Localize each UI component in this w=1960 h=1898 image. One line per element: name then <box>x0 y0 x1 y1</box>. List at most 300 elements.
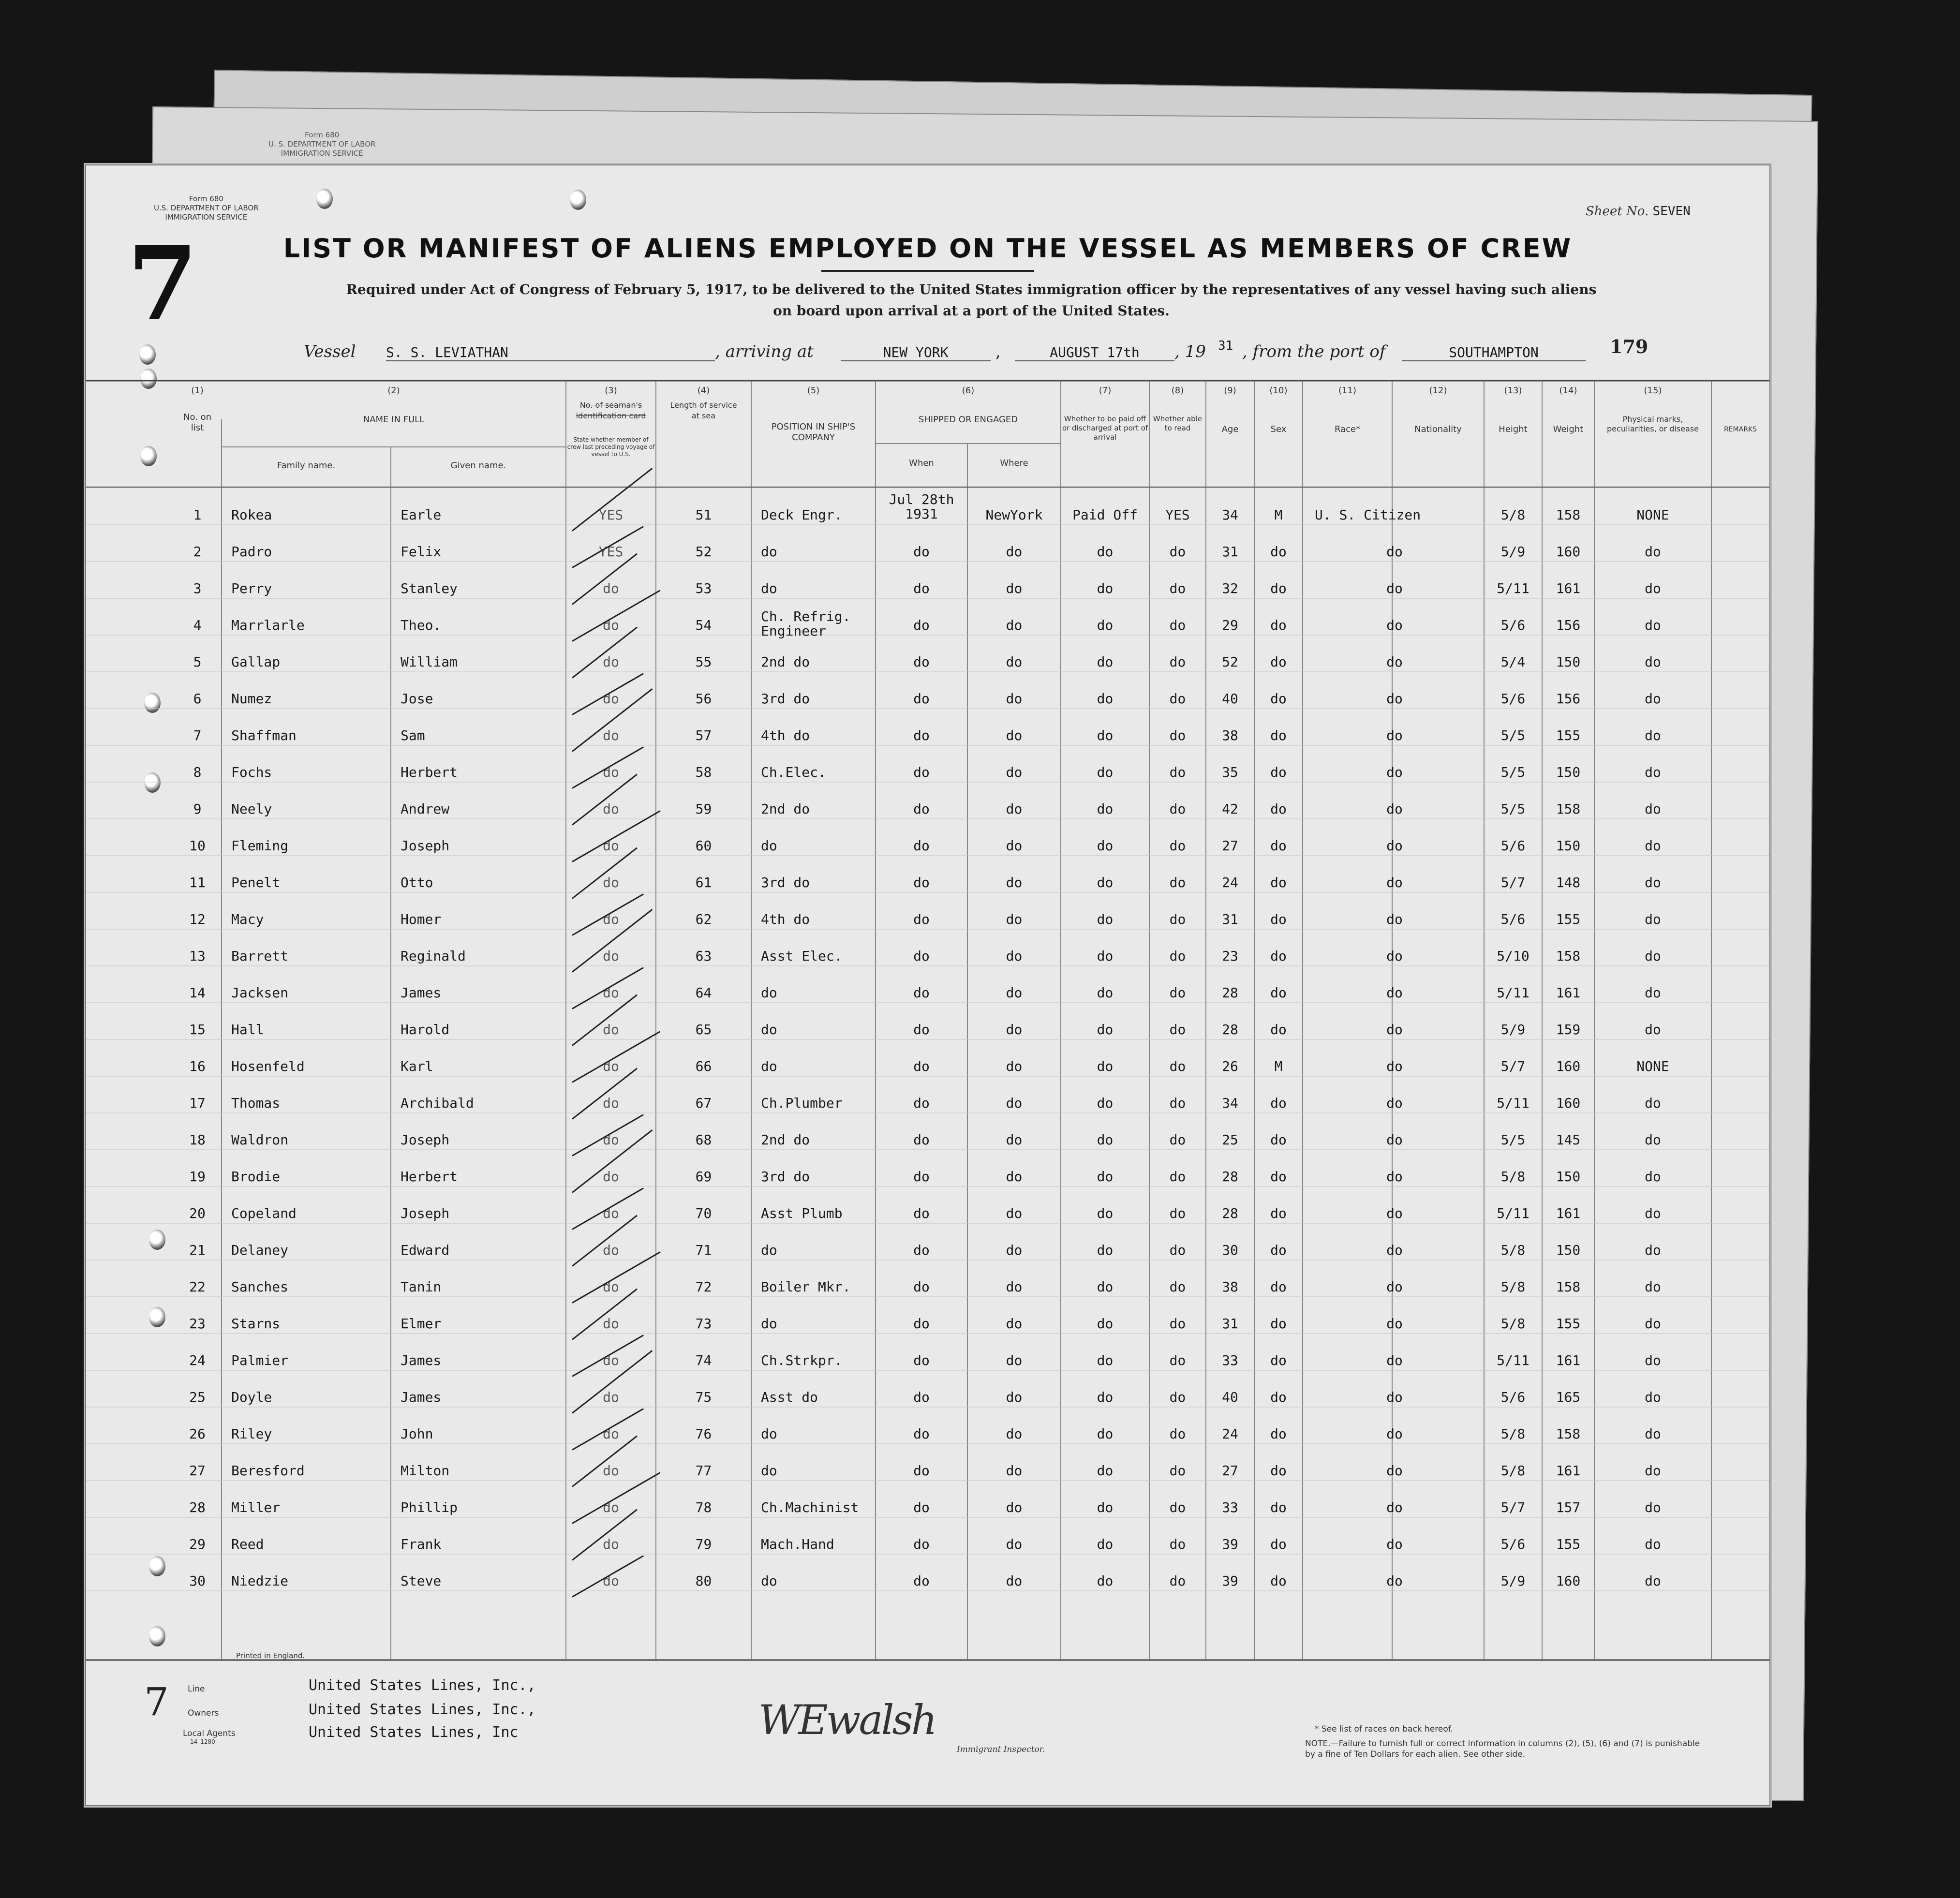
race-cell: do <box>1386 875 1403 890</box>
voyage-status-cell: YES <box>598 507 624 523</box>
col-14-number: (14) <box>1559 386 1577 396</box>
position-cell: do <box>761 1022 777 1038</box>
shipped-where-cell: do <box>1006 1095 1023 1111</box>
sex-cell: do <box>1270 1389 1287 1405</box>
age-cell: 24 <box>1222 1426 1238 1442</box>
family-name-cell: Brodie <box>231 1169 281 1185</box>
weight-cell: 145 <box>1556 1132 1581 1148</box>
height-cell: 5/8 <box>1500 1426 1526 1442</box>
weight-cell: 156 <box>1556 691 1581 707</box>
shipped-where-cell: do <box>1006 764 1023 780</box>
table-row <box>86 1345 1769 1381</box>
paid-off-cell: do <box>1097 727 1114 743</box>
punch-hole <box>316 189 333 209</box>
col-header-last-voyage: State whether member of crew last preceding voyage of vessel to U.S. <box>567 436 655 458</box>
row-number-cell: 1 <box>193 507 202 523</box>
shipped-where-cell: do <box>1006 654 1023 670</box>
age-cell: 35 <box>1222 764 1238 780</box>
height-cell: 5/8 <box>1500 1169 1526 1185</box>
age-cell: 31 <box>1222 544 1238 560</box>
sex-cell: do <box>1270 1279 1287 1295</box>
shipped-when-cell: Jul 28th <box>889 491 954 507</box>
age-cell: 28 <box>1222 985 1238 1001</box>
age-cell: 42 <box>1222 801 1238 817</box>
year-prefix: , 19 <box>1174 342 1206 361</box>
paid-off-cell: do <box>1097 875 1114 890</box>
shipped-where-cell: NewYork <box>985 507 1043 523</box>
paid-off-cell: do <box>1097 1095 1114 1111</box>
punch-hole <box>149 1626 165 1646</box>
row-number-cell: 20 <box>189 1205 206 1221</box>
shipped-where-cell: do <box>1006 1058 1023 1074</box>
voyage-status-cell: do <box>603 875 619 890</box>
weight-cell: 161 <box>1556 1205 1581 1221</box>
voyage-status-cell: do <box>603 617 619 633</box>
sex-cell: do <box>1270 911 1287 927</box>
weight-cell: 150 <box>1556 654 1581 670</box>
height-cell: 5/6 <box>1500 838 1526 854</box>
voyage-status-cell: do <box>603 654 619 670</box>
shipped-when-cell: do <box>913 1279 930 1295</box>
voyage-status-cell: do <box>603 1426 619 1442</box>
voyage-status-cell: do <box>603 1095 619 1111</box>
given-name-cell: William <box>401 654 458 670</box>
age-cell: 34 <box>1222 507 1238 523</box>
weight-cell: 161 <box>1556 985 1581 1001</box>
table-row <box>86 1418 1769 1455</box>
physical-marks-cell: do <box>1645 764 1661 780</box>
sex-cell: do <box>1270 1316 1287 1332</box>
given-name-cell: Phillip <box>401 1499 458 1515</box>
agents-code: 14–1280 <box>190 1738 215 1745</box>
service-length-cell: 66 <box>695 1058 712 1074</box>
given-name-cell: Harold <box>401 1022 450 1038</box>
sex-cell: do <box>1270 1499 1287 1515</box>
age-cell: 30 <box>1222 1242 1238 1258</box>
shipped-when-cell: do <box>913 838 930 854</box>
shipped-when-cell: do <box>913 1022 930 1038</box>
able-read-cell: YES <box>1165 507 1190 523</box>
given-name-cell: Joseph <box>401 838 450 854</box>
shipped-where-cell: do <box>1006 1536 1023 1552</box>
col-header-name: NAME IN FULL <box>363 415 425 425</box>
agents-value: United States Lines, Inc <box>309 1724 519 1741</box>
voyage-status-cell: do <box>603 838 619 854</box>
sex-cell: do <box>1270 1536 1287 1552</box>
shipped-when-cell: do <box>913 1426 930 1442</box>
service-length-cell: 71 <box>695 1242 712 1258</box>
arriving-label: , arriving at <box>715 342 814 361</box>
family-name-cell: Reed <box>231 1536 264 1552</box>
owners-value: United States Lines, Inc., <box>309 1701 536 1718</box>
table-row <box>86 1014 1769 1051</box>
shipped-where-cell: do <box>1006 948 1023 964</box>
shipped-where-cell: do <box>1006 1205 1023 1221</box>
paid-off-cell: do <box>1097 1279 1114 1295</box>
physical-marks-cell: do <box>1645 1205 1661 1221</box>
given-name-cell: James <box>401 985 442 1001</box>
voyage-status-cell: do <box>603 691 619 707</box>
voyage-status-cell: do <box>603 1022 619 1038</box>
col-header-no-on-list: No. on list <box>183 412 212 433</box>
age-cell: 26 <box>1222 1058 1238 1074</box>
service-length-cell: 57 <box>695 727 712 743</box>
sex-cell: do <box>1270 617 1287 633</box>
row-number-cell: 22 <box>189 1279 206 1295</box>
height-cell: 5/11 <box>1497 1095 1529 1111</box>
service-name: IMMIGRATION SERVICE <box>165 213 248 222</box>
given-name-cell: Joseph <box>401 1132 450 1148</box>
position-cell: Boiler Mkr. <box>761 1279 851 1295</box>
sex-cell: do <box>1270 1352 1287 1368</box>
service-length-cell: 61 <box>695 875 712 890</box>
shipped-when-cell: do <box>913 1095 930 1111</box>
paid-off-cell: do <box>1097 1573 1114 1589</box>
age-cell: 24 <box>1222 875 1238 890</box>
row-number-cell: 24 <box>189 1352 206 1368</box>
shipped-when-cell: do <box>913 875 930 890</box>
weight-cell: 159 <box>1556 1022 1581 1038</box>
col-header-remarks: REMARKS <box>1723 426 1757 433</box>
sex-cell: do <box>1270 1426 1287 1442</box>
paid-off-cell: do <box>1097 1536 1114 1552</box>
owners-label: Owners <box>188 1708 219 1718</box>
family-name-cell: Miller <box>231 1499 281 1515</box>
sex-cell: do <box>1270 1573 1287 1589</box>
able-read-cell: do <box>1169 948 1186 964</box>
paid-off-cell: do <box>1097 801 1114 817</box>
col-15-number: (15) <box>1644 386 1662 396</box>
age-cell: 39 <box>1222 1536 1238 1552</box>
row-number-cell: 2 <box>193 544 202 560</box>
table-row <box>86 1528 1769 1565</box>
race-cell: do <box>1386 1095 1403 1111</box>
family-name-cell: Macy <box>231 911 264 927</box>
page-number: 179 <box>1610 336 1648 357</box>
form-number: Form 680 <box>189 194 223 203</box>
arrival-date: AUGUST 17th <box>1015 344 1174 361</box>
voyage-status-cell: do <box>603 580 619 596</box>
voyage-status-cell: do <box>603 985 619 1001</box>
shipped-when-cell: do <box>913 580 930 596</box>
height-cell: 5/9 <box>1500 1022 1526 1038</box>
col-header-age: Age <box>1221 424 1239 434</box>
weight-cell: 160 <box>1556 1058 1581 1074</box>
weight-cell: 150 <box>1556 1169 1581 1185</box>
able-read-cell: do <box>1169 1463 1186 1479</box>
service-length-cell: 79 <box>695 1536 712 1552</box>
able-read-cell: do <box>1169 1242 1186 1258</box>
shipped-where-cell: do <box>1006 1169 1023 1185</box>
table-row <box>86 1455 1769 1492</box>
height-cell: 5/8 <box>1500 1316 1526 1332</box>
shipped-where-cell: do <box>1006 985 1023 1001</box>
voyage-status-cell: do <box>603 1499 619 1515</box>
row-number-cell: 17 <box>189 1095 206 1111</box>
voyage-status-cell: do <box>603 1205 619 1221</box>
family-name-cell: Doyle <box>231 1389 272 1405</box>
physical-marks-cell: do <box>1645 654 1661 670</box>
margin-handwritten-mark: 7 <box>144 1679 169 1724</box>
age-cell: 28 <box>1222 1169 1238 1185</box>
row-number-cell: 3 <box>193 580 202 596</box>
service-length-cell: 51 <box>695 507 712 523</box>
given-name-cell: Felix <box>401 544 442 560</box>
age-cell: 40 <box>1222 1389 1238 1405</box>
given-name-cell: Otto <box>401 875 433 890</box>
row-number-cell: 29 <box>189 1536 206 1552</box>
row-number-cell: 30 <box>189 1573 206 1589</box>
col-7-number: (7) <box>1099 386 1112 396</box>
given-name-cell: James <box>401 1389 442 1405</box>
height-cell: 5/7 <box>1500 1499 1526 1515</box>
col-header-when: When <box>909 458 934 468</box>
service-length-cell: 74 <box>695 1352 712 1368</box>
voyage-status-cell: do <box>603 1169 619 1185</box>
position-cell: do <box>761 1463 777 1479</box>
age-cell: 27 <box>1222 838 1238 854</box>
height-cell: 5/5 <box>1500 764 1526 780</box>
family-name-cell: Perry <box>231 580 272 596</box>
table-row <box>86 646 1769 683</box>
physical-marks-cell: do <box>1645 1316 1661 1332</box>
table-row <box>86 536 1769 573</box>
position-cell: Asst Elec. <box>761 948 843 964</box>
table-row <box>86 491 1769 536</box>
paid-off-cell: do <box>1097 1499 1114 1515</box>
weight-cell: 158 <box>1556 1279 1581 1295</box>
shipped-where-cell: do <box>1006 1242 1023 1258</box>
physical-marks-cell: do <box>1645 1279 1661 1295</box>
given-name-cell: Andrew <box>401 801 450 817</box>
position-cell: do <box>761 544 777 560</box>
shipped-when-cell: do <box>913 948 930 964</box>
weight-cell: 150 <box>1556 1242 1581 1258</box>
position-cell: Asst Plumb <box>761 1205 843 1221</box>
given-name-cell: Elmer <box>401 1316 442 1332</box>
family-name-cell: Palmier <box>231 1352 289 1368</box>
physical-marks-cell: do <box>1645 875 1661 890</box>
age-cell: 32 <box>1222 580 1238 596</box>
race-cell: do <box>1386 1499 1403 1515</box>
shipped-when-cell: do <box>913 1463 930 1479</box>
line-value: United States Lines, Inc., <box>309 1677 536 1694</box>
row-number-cell: 12 <box>189 911 206 927</box>
sex-cell: do <box>1270 875 1287 890</box>
physical-marks-cell: do <box>1645 1463 1661 1479</box>
voyage-status-cell: YES <box>598 544 624 560</box>
weight-cell: 158 <box>1556 507 1581 523</box>
race-cell: do <box>1386 1316 1403 1332</box>
col-2-number: (2) <box>387 386 400 396</box>
shipped-when-cell: do <box>913 654 930 670</box>
voyage-status-cell: do <box>603 1573 619 1589</box>
race-cell: do <box>1386 948 1403 964</box>
from-port-label: , from the port of <box>1242 342 1386 361</box>
punch-hole <box>570 190 586 210</box>
able-read-cell: do <box>1169 1279 1186 1295</box>
paid-off-cell: do <box>1097 1058 1114 1074</box>
paid-off-cell: do <box>1097 911 1114 927</box>
height-cell: 5/4 <box>1500 654 1526 670</box>
paid-off-cell: do <box>1097 948 1114 964</box>
height-cell: 5/5 <box>1500 1132 1526 1148</box>
family-name-cell: Hosenfeld <box>231 1058 305 1074</box>
line-label: Line <box>188 1684 205 1694</box>
voyage-status-cell: do <box>603 1279 619 1295</box>
shipped-when-cell: do <box>913 911 930 927</box>
service-length-cell: 72 <box>695 1279 712 1295</box>
able-read-cell: do <box>1169 985 1186 1001</box>
position-cell: Deck Engr. <box>761 507 843 523</box>
col-header-family-name: Family name. <box>277 460 336 471</box>
shipped-when-cell: do <box>913 1316 930 1332</box>
height-cell: 5/6 <box>1500 691 1526 707</box>
age-cell: 31 <box>1222 1316 1238 1332</box>
shipped-when-cell: do <box>913 1536 930 1552</box>
family-name-cell: Waldron <box>231 1132 289 1148</box>
sex-cell: do <box>1270 544 1287 560</box>
service-length-cell: 60 <box>695 838 712 854</box>
table-row <box>86 1198 1769 1234</box>
physical-marks-cell: do <box>1645 948 1661 964</box>
physical-marks-cell: do <box>1645 544 1661 560</box>
shipped-when-cell: do <box>913 1242 930 1258</box>
shipped-where-cell: do <box>1006 691 1023 707</box>
voyage-status-cell: do <box>603 911 619 927</box>
manifest-footer <box>86 1646 1769 1805</box>
family-name-cell: Beresford <box>231 1463 305 1479</box>
able-read-cell: do <box>1169 1058 1186 1074</box>
position-cell: Ch.Plumber <box>761 1095 843 1111</box>
paid-off-cell: do <box>1097 1389 1114 1405</box>
race-cell: do <box>1386 1536 1403 1552</box>
able-read-cell: do <box>1169 1095 1186 1111</box>
col-header-shipped: SHIPPED OR ENGAGED <box>918 415 1018 425</box>
position-cell: do <box>761 580 777 596</box>
service-length-cell: 55 <box>695 654 712 670</box>
sex-cell: do <box>1270 1463 1287 1479</box>
height-cell: 5/6 <box>1500 617 1526 633</box>
row-number-cell: 27 <box>189 1463 206 1479</box>
paid-off-cell: do <box>1097 1463 1114 1479</box>
shipped-when-cell: do <box>913 1352 930 1368</box>
age-cell: 23 <box>1222 948 1238 964</box>
age-cell: 38 <box>1222 1279 1238 1295</box>
shipped-when-cell: do <box>913 1169 930 1185</box>
col-5-number: (5) <box>807 386 820 396</box>
family-name-cell: Fleming <box>231 838 289 854</box>
physical-marks-cell: do <box>1645 985 1661 1001</box>
able-read-cell: do <box>1169 1132 1186 1148</box>
col-header-seaman-id: No. of seaman's identification card <box>576 400 646 420</box>
position-cell: Mach.Hand <box>761 1536 834 1552</box>
service-length-cell: 58 <box>695 764 712 780</box>
race-cell: do <box>1386 1169 1403 1185</box>
sex-cell: do <box>1270 985 1287 1001</box>
able-read-cell: do <box>1169 1499 1186 1515</box>
given-name-cell: Sam <box>401 727 425 743</box>
service-length-cell: 65 <box>695 1022 712 1038</box>
sex-cell: do <box>1270 1242 1287 1258</box>
printer-note: Printed in England. <box>236 1651 305 1660</box>
position-cell: 3rd do <box>761 691 810 707</box>
race-cell: do <box>1386 1389 1403 1405</box>
service-length-cell: 67 <box>695 1095 712 1111</box>
shipped-where-cell: do <box>1006 875 1023 890</box>
able-read-cell: do <box>1169 691 1186 707</box>
paid-off-cell: do <box>1097 1242 1114 1258</box>
col-header-length-service: Length of service at sea <box>670 400 737 420</box>
sex-cell: M <box>1274 1058 1283 1074</box>
paid-off-cell: do <box>1097 617 1114 633</box>
height-cell: 5/9 <box>1500 544 1526 560</box>
table-row <box>86 1492 1769 1528</box>
paid-off-cell: do <box>1097 1205 1114 1221</box>
weight-cell: 158 <box>1556 1426 1581 1442</box>
able-read-cell: do <box>1169 838 1186 854</box>
physical-marks-cell: do <box>1645 1095 1661 1111</box>
row-number-cell: 9 <box>193 801 202 817</box>
col-11-number: (11) <box>1338 386 1356 396</box>
position-cell: 2nd do <box>761 654 810 670</box>
table-row <box>86 940 1769 977</box>
col-6-number: (6) <box>962 386 975 396</box>
row-number-cell: 18 <box>189 1132 206 1148</box>
height-cell: 5/6 <box>1500 1389 1526 1405</box>
race-cell: do <box>1386 838 1403 854</box>
race-cell: do <box>1386 1205 1403 1221</box>
shipped-when-cell: do <box>913 727 930 743</box>
service-length-cell: 80 <box>695 1573 712 1589</box>
paid-off-cell: do <box>1097 654 1114 670</box>
physical-marks-cell: do <box>1645 1573 1661 1589</box>
shipped-where-cell: do <box>1006 838 1023 854</box>
shipped-where-cell: do <box>1006 1022 1023 1038</box>
age-cell: 39 <box>1222 1573 1238 1589</box>
service-length-cell: 56 <box>695 691 712 707</box>
shipped-where-cell: do <box>1006 727 1023 743</box>
height-cell: 5/5 <box>1500 727 1526 743</box>
row-number-cell: 7 <box>193 727 202 743</box>
height-cell: 5/10 <box>1497 948 1529 964</box>
race-cell: do <box>1386 911 1403 927</box>
voyage-status-cell: do <box>603 1463 619 1479</box>
table-row <box>86 756 1769 793</box>
weight-cell: 156 <box>1556 617 1581 633</box>
col-header-position: POSITION IN SHIP'S COMPANY <box>771 422 856 443</box>
sex-cell: do <box>1270 727 1287 743</box>
shipped-where-cell: do <box>1006 544 1023 560</box>
physical-marks-cell: do <box>1645 1499 1661 1515</box>
able-read-cell: do <box>1169 1169 1186 1185</box>
col-9-number: (9) <box>1224 386 1236 396</box>
row-number-cell: 14 <box>189 985 206 1001</box>
manifest-page <box>85 164 1770 1806</box>
shipped-year-cell: 1931 <box>905 506 938 522</box>
weight-cell: 161 <box>1556 1463 1581 1479</box>
shipped-where-cell: do <box>1006 1389 1023 1405</box>
height-cell: 5/11 <box>1497 580 1529 596</box>
height-cell: 5/11 <box>1497 1352 1529 1368</box>
table-row <box>86 1161 1769 1198</box>
paid-off-cell: do <box>1097 985 1114 1001</box>
race-cell: do <box>1386 617 1403 633</box>
given-name-cell: Karl <box>401 1058 433 1074</box>
physical-marks-cell: do <box>1645 1426 1661 1442</box>
row-number-cell: 5 <box>193 654 202 670</box>
shipped-when-cell: do <box>913 1499 930 1515</box>
